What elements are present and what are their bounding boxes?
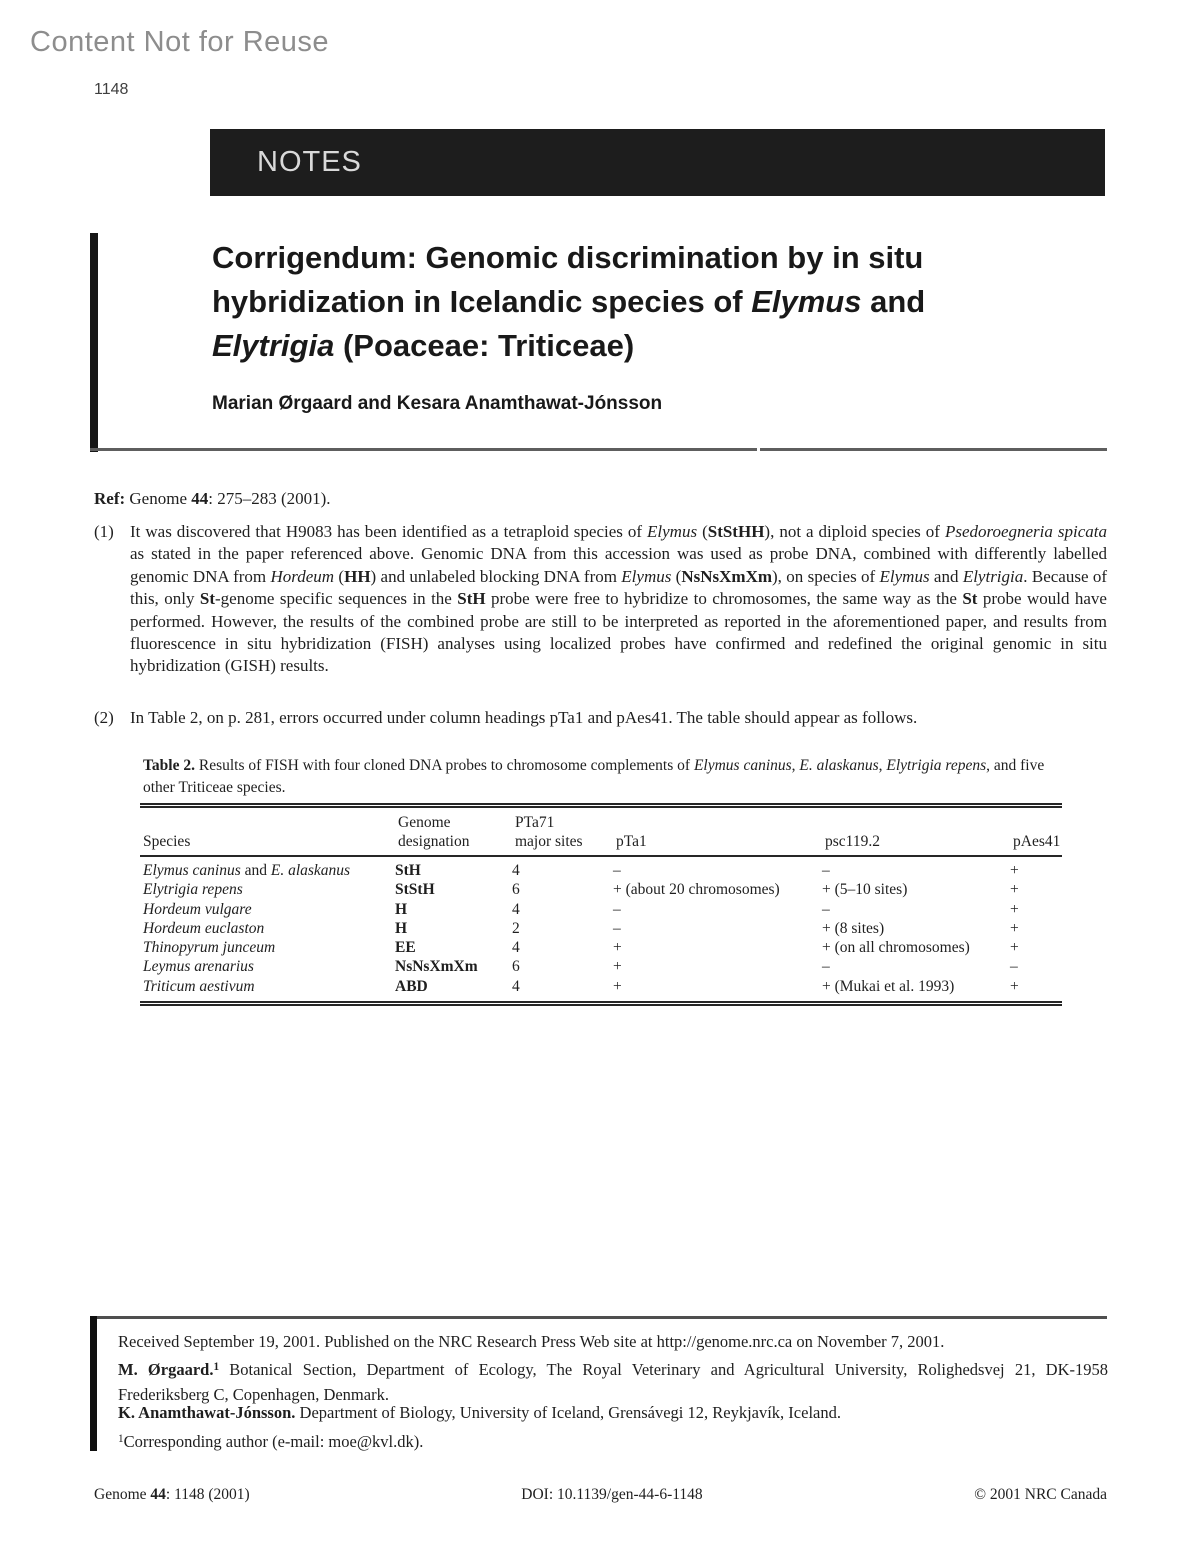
table-row	[143, 957, 1062, 976]
footnote-top-rule	[97, 1316, 1107, 1319]
cell-paes41: +	[1010, 881, 1019, 899]
paragraph-1-text: It was discovered that H9083 has been identified as a tetraploid species of Elymus (StStHH), not a diploid species of Psedoroegneria spicata as stated in the paper referenced above. Genomic DNA from this accession was used as probe DNA, combined with differently labelled genomic DNA from Hordeum (HH) and unlabeled blocking DNA from Elymus (NsNsXmXm), on species of Elymus and Elytrigia. Because of this, only St-genome specific sequences in the StH probe were free to hybridize to chromosomes, the same way as the St probe would have performed. However, the results of the combined probe are still to be interpreted as reported in the aforementioned paper, and results from fluorescence in situ hybridization (FISH) analyses using localized probes have confirmed and redefined the original genomic in situ hybridization (GISH) results.	[130, 522, 1107, 676]
notes-section-banner	[210, 129, 1105, 196]
page-footer	[94, 1486, 1107, 1504]
title-divider-notch	[757, 448, 760, 451]
cell-pta71: 6	[512, 881, 520, 899]
corresponding-author-note: $^1$Corresponding author (e-mail: moe@kvl.dk).	[118, 1432, 424, 1451]
cell-species: Leymus arenarius	[143, 958, 254, 976]
cell-paes41: +	[1010, 977, 1019, 995]
cell-genome-designation: StH	[395, 862, 421, 879]
cell-genome-designation: H	[395, 919, 408, 937]
reference-line: Ref: Genome 44: 275–283 (2001).	[94, 489, 331, 508]
cell-genome-designation: H	[395, 900, 408, 918]
table-header-row	[140, 808, 1062, 857]
cell-psc119: –	[822, 900, 830, 918]
cell-pta71: 6	[512, 958, 520, 976]
cell-genome-designation: StStH	[395, 881, 435, 899]
col-header-paes41: pAes41	[1013, 832, 1061, 850]
footnote-accent-bar	[90, 1316, 97, 1451]
paragraph-1-marker: (1)	[94, 522, 114, 541]
cell-pta1: –	[613, 919, 621, 937]
cell-species: Thinopyrum junceum	[143, 939, 276, 957]
cell-paes41: +	[1010, 900, 1019, 918]
table-row	[143, 880, 1062, 899]
cell-paes41: –	[1010, 958, 1018, 976]
cell-paes41: +	[1010, 919, 1019, 937]
table-row	[143, 900, 1062, 919]
cell-pta71: 4	[512, 977, 520, 995]
col-header-genome-designation: Genome designation	[398, 814, 470, 850]
title-divider-rule	[90, 448, 1107, 451]
cell-species: Hordeum euclaston	[143, 919, 265, 937]
cell-paes41: +	[1010, 939, 1019, 957]
col-header-species: Species	[143, 832, 191, 850]
cell-pta1: –	[613, 862, 621, 879]
article-authors: Marian Ørgaard and Kesara Anamthawat-Jónsson	[212, 393, 663, 414]
table-row	[143, 861, 1062, 880]
cell-psc119: + (8 sites)	[822, 919, 885, 937]
table-bottom-rule	[140, 1001, 1062, 1006]
table-row	[143, 919, 1062, 938]
cell-pta71: 2	[512, 919, 520, 937]
received-note: Received September 19, 2001. Published on the NRC Research Press Web site at http://genome.nrc.ca on November 7, 2001.	[118, 1332, 945, 1351]
footer-copyright: © 2001 NRC Canada	[974, 1486, 1107, 1503]
cell-pta1: –	[613, 900, 621, 918]
watermark-text: Content Not for Reuse	[30, 26, 330, 58]
affiliation-anamthawat: K. Anamthawat-Jónsson. Department of Biology, University of Iceland, Grensávegi 12, Reykjavík, Iceland.	[118, 1403, 841, 1422]
cell-species: Elytrigia repens	[143, 881, 243, 899]
cell-species: Elymus caninus and E. alaskanus	[143, 862, 351, 879]
article-title	[212, 236, 1112, 368]
title-line-1: Corrigendum: Genomic discrimination by in situ	[212, 240, 924, 275]
table-body	[140, 857, 1062, 1001]
cell-psc119: –	[822, 958, 830, 976]
title-line-3: Elytrigia (Poaceae: Triticeae)	[212, 328, 635, 363]
cell-psc119: + (on all chromosomes)	[822, 939, 970, 957]
cell-pta1: +	[613, 939, 622, 957]
footer-citation: Genome 44: 1148 (2001)	[94, 1486, 250, 1503]
cell-species: Hordeum vulgare	[143, 900, 252, 918]
table-caption: Table 2. Results of FISH with four cloned DNA probes to chromosome complements of Elymus caninus, E. alaskanus, Elytrigia repens, and five other Triticeae species.	[143, 757, 1045, 796]
col-header-pta71-major-sites: PTa71 major sites	[515, 814, 583, 850]
cell-psc119: –	[822, 862, 830, 879]
cell-genome-designation: NsNsXmXm	[395, 958, 478, 976]
cell-paes41: +	[1010, 862, 1019, 879]
affiliation-orgaard: M. Ørgaard.$^1$ Botanical Section, Department of Ecology, The Royal Veterinary and Agricultural University, Rolighedsvej 21, DK-1958 Frederiksberg C, Copenhagen, Denmark.	[118, 1360, 1108, 1404]
cell-pta1: +	[613, 958, 622, 976]
footer-doi: DOI: 10.1139/gen-44-6-1148	[521, 1486, 703, 1503]
col-header-pta1: pTa1	[616, 832, 647, 850]
results-table	[140, 803, 1062, 1006]
cell-pta1: + (about 20 chromosomes)	[613, 881, 780, 899]
table-row	[143, 938, 1062, 957]
paragraph-2-marker: (2)	[94, 708, 114, 727]
cell-pta71: 4	[512, 939, 520, 957]
cell-species: Triticum aestivum	[143, 977, 255, 995]
page-number: 1148	[94, 81, 129, 98]
cell-genome-designation: EE	[395, 939, 416, 957]
cell-pta1: +	[613, 977, 622, 995]
title-line-2: hybridization in Icelandic species of Elymus and	[212, 284, 926, 319]
col-header-psc119: psc119.2	[825, 832, 880, 850]
cell-pta71: 4	[512, 900, 520, 918]
cell-genome-designation: ABD	[395, 977, 428, 995]
cell-psc119: + (Mukai et al. 1993)	[822, 977, 955, 995]
cell-pta71: 4	[512, 862, 520, 879]
notes-banner-label: NOTES	[257, 146, 362, 178]
title-accent-bar	[90, 233, 98, 452]
paragraph-2-text: In Table 2, on p. 281, errors occurred under column headings pTa1 and pAes41. The table should appear as follows.	[130, 708, 918, 727]
cell-psc119: + (5–10 sites)	[822, 881, 908, 899]
table-row	[143, 977, 1062, 996]
